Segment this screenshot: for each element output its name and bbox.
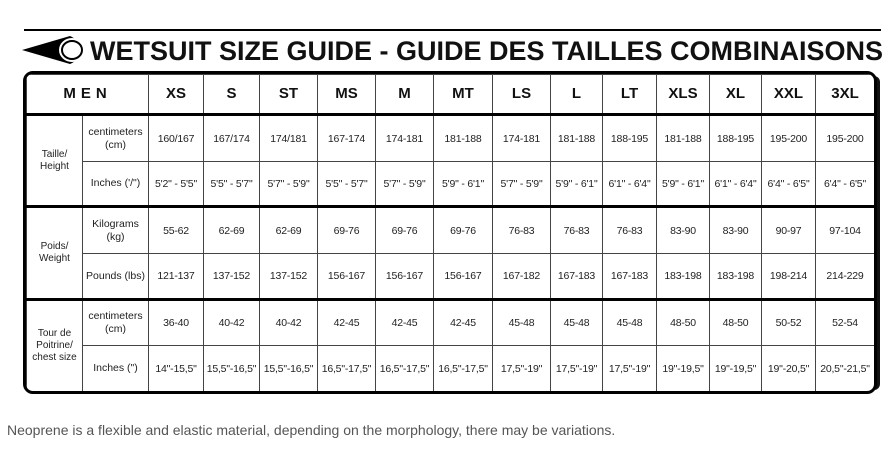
unit-label: Kilograms (kg) <box>83 207 149 254</box>
size-value-cell: 62-69 <box>260 207 318 254</box>
size-value-cell: 48-50 <box>710 300 762 346</box>
size-value-cell: 76-83 <box>551 207 603 254</box>
size-value-cell: 16,5"-17,5" <box>318 346 376 392</box>
size-value-cell: 160/167 <box>149 115 204 162</box>
size-header-lt: LT <box>603 75 657 115</box>
size-value-cell: 5'9" - 6'1" <box>657 162 710 207</box>
size-value-cell: 16,5"-17,5" <box>376 346 434 392</box>
category-label: Poids/ Weight <box>27 207 83 300</box>
size-value-cell: 69-76 <box>434 207 493 254</box>
size-value-cell: 156-167 <box>434 254 493 300</box>
size-table <box>26 74 875 392</box>
size-value-cell: 19"-19,5" <box>657 346 710 392</box>
size-value-cell: 188-195 <box>710 115 762 162</box>
size-value-cell: 16,5"-17,5" <box>434 346 493 392</box>
unit-label: centimeters (cm) <box>83 115 149 162</box>
size-value-cell: 181-188 <box>434 115 493 162</box>
size-value-cell: 52-54 <box>816 300 875 346</box>
table-row <box>27 254 875 300</box>
size-value-cell: 188-195 <box>603 115 657 162</box>
size-value-cell: 40-42 <box>260 300 318 346</box>
size-value-cell: 214-229 <box>816 254 875 300</box>
size-value-cell: 5'5" - 5'7" <box>204 162 260 207</box>
unit-label: Pounds (lbs) <box>83 254 149 300</box>
size-header-xls: XLS <box>657 75 710 115</box>
size-value-cell: 50-52 <box>762 300 816 346</box>
page-title: WETSUIT SIZE GUIDE - GUIDE DES TAILLES COMBINAISONS <box>90 36 884 66</box>
size-value-cell: 45-48 <box>551 300 603 346</box>
unit-label: centimeters (cm) <box>83 300 149 346</box>
size-value-cell: 6'1" - 6'4" <box>603 162 657 207</box>
size-value-cell: 36-40 <box>149 300 204 346</box>
unit-label: Inches (") <box>83 346 149 392</box>
size-value-cell: 83-90 <box>657 207 710 254</box>
size-header-l: L <box>551 75 603 115</box>
size-value-cell: 137-152 <box>260 254 318 300</box>
size-value-cell: 55-62 <box>149 207 204 254</box>
size-value-cell: 6'4" - 6'5" <box>816 162 875 207</box>
size-value-cell: 42-45 <box>376 300 434 346</box>
size-value-cell: 5'9" - 6'1" <box>551 162 603 207</box>
size-header-ms: MS <box>318 75 376 115</box>
size-value-cell: 195-200 <box>762 115 816 162</box>
size-header-mt: MT <box>434 75 493 115</box>
category-label: Tour de Poitrine/ chest size <box>27 300 83 392</box>
table-row <box>27 162 875 207</box>
size-value-cell: 97-104 <box>816 207 875 254</box>
size-value-cell: 69-76 <box>318 207 376 254</box>
size-value-cell: 19"-20,5" <box>762 346 816 392</box>
size-header-ls: LS <box>493 75 551 115</box>
size-value-cell: 137-152 <box>204 254 260 300</box>
size-value-cell: 181-188 <box>657 115 710 162</box>
size-value-cell: 19"-19,5" <box>710 346 762 392</box>
size-value-cell: 167-174 <box>318 115 376 162</box>
size-value-cell: 83-90 <box>710 207 762 254</box>
size-value-cell: 76-83 <box>603 207 657 254</box>
size-value-cell: 15,5"-16,5" <box>204 346 260 392</box>
size-value-cell: 17,5"-19" <box>493 346 551 392</box>
size-value-cell: 181-188 <box>551 115 603 162</box>
size-value-cell: 69-76 <box>376 207 434 254</box>
size-value-cell: 90-97 <box>762 207 816 254</box>
size-header-xs: XS <box>149 75 204 115</box>
table-row <box>27 115 875 162</box>
size-header-s: S <box>204 75 260 115</box>
size-value-cell: 167/174 <box>204 115 260 162</box>
table-row <box>27 300 875 346</box>
size-value-cell: 17,5"-19" <box>551 346 603 392</box>
size-value-cell: 167-182 <box>493 254 551 300</box>
size-table-frame <box>23 71 877 394</box>
unit-label: Inches ('/") <box>83 162 149 207</box>
size-header-m: M <box>376 75 434 115</box>
size-value-cell: 5'2" - 5'5" <box>149 162 204 207</box>
size-header-3xl: 3XL <box>816 75 875 115</box>
table-row <box>27 346 875 392</box>
table-row <box>27 207 875 254</box>
size-value-cell: 5'7" - 5'9" <box>493 162 551 207</box>
size-value-cell: 6'1" - 6'4" <box>710 162 762 207</box>
size-value-cell: 5'7" - 5'9" <box>260 162 318 207</box>
size-header-xl: XL <box>710 75 762 115</box>
size-value-cell: 20,5"-21,5" <box>816 346 875 392</box>
size-value-cell: 40-42 <box>204 300 260 346</box>
men-label: MEN <box>27 75 149 115</box>
size-value-cell: 167-183 <box>551 254 603 300</box>
size-value-cell: 183-198 <box>657 254 710 300</box>
size-value-cell: 17,5"-19" <box>603 346 657 392</box>
wetsuit-logo-icon <box>22 33 92 67</box>
size-value-cell: 5'5" - 5'7" <box>318 162 376 207</box>
size-value-cell: 45-48 <box>493 300 551 346</box>
size-value-cell: 183-198 <box>710 254 762 300</box>
size-value-cell: 121-137 <box>149 254 204 300</box>
size-value-cell: 15,5"-16,5" <box>260 346 318 392</box>
size-value-cell: 198-214 <box>762 254 816 300</box>
size-value-cell: 174/181 <box>260 115 318 162</box>
size-value-cell: 48-50 <box>657 300 710 346</box>
size-value-cell: 174-181 <box>376 115 434 162</box>
size-value-cell: 62-69 <box>204 207 260 254</box>
neoprene-note: Neoprene is a flexible and elastic material, depending on the morphology, there may be variations. <box>7 422 616 438</box>
size-value-cell: 45-48 <box>603 300 657 346</box>
size-value-cell: 6'4" - 6'5" <box>762 162 816 207</box>
size-header-st: ST <box>260 75 318 115</box>
size-value-cell: 14"-15,5" <box>149 346 204 392</box>
size-value-cell: 76-83 <box>493 207 551 254</box>
size-value-cell: 42-45 <box>318 300 376 346</box>
size-value-cell: 167-183 <box>603 254 657 300</box>
size-value-cell: 5'9" - 6'1" <box>434 162 493 207</box>
size-value-cell: 42-45 <box>434 300 493 346</box>
size-header-xxl: XXL <box>762 75 816 115</box>
size-value-cell: 195-200 <box>816 115 875 162</box>
size-value-cell: 156-167 <box>318 254 376 300</box>
size-value-cell: 174-181 <box>493 115 551 162</box>
size-value-cell: 156-167 <box>376 254 434 300</box>
title-underline <box>24 29 881 31</box>
size-value-cell: 5'7" - 5'9" <box>376 162 434 207</box>
table-header-row <box>27 75 875 115</box>
category-label: Taille/ Height <box>27 115 83 207</box>
